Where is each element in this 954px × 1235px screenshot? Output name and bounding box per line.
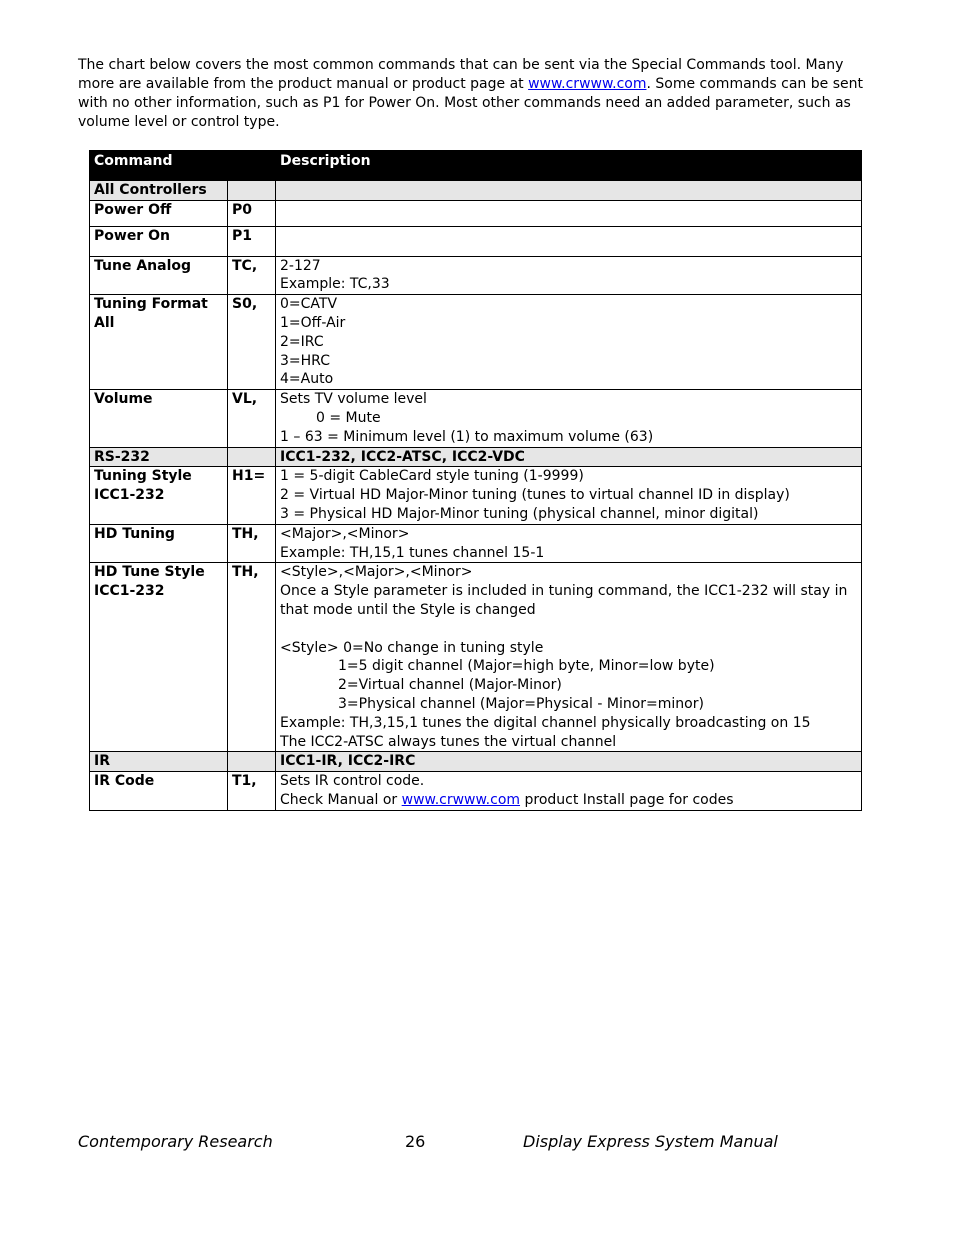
section-all-controllers — [90, 180, 862, 200]
command-code: TH, — [228, 524, 276, 563]
command-code: H1= — [228, 467, 276, 524]
command-code: T1, — [228, 772, 276, 811]
table-row — [90, 256, 862, 295]
table-row — [90, 200, 862, 226]
command-code: P1 — [228, 226, 276, 256]
command-code: TC, — [228, 256, 276, 295]
table-row — [90, 524, 862, 563]
command-description — [276, 226, 862, 256]
table-row — [90, 295, 862, 390]
table-row — [90, 563, 862, 752]
table-row — [90, 772, 862, 811]
table-row — [90, 390, 862, 447]
table-row — [90, 467, 862, 524]
commands-table — [89, 150, 862, 811]
section-label: All Controllers — [90, 180, 228, 200]
intro-text-cont: . Some commands can be sent with no other information, such as P1 for Power On. Most other commands need an added parameter, such as volume level or control type. — [78, 76, 863, 130]
crwww-link[interactable]: www.crwww.com — [401, 791, 521, 808]
crwww-link[interactable]: www.crwww.com — [528, 76, 647, 92]
command-description: <Major>,<Minor> Example: TH,15,1 tunes channel 15-1 — [276, 524, 862, 563]
command-description: Sets TV volume level 0 = Mute 1 – 63 = Minimum level (1) to maximum volume (63) — [276, 390, 862, 447]
command-description: 2-127 Example: TC,33 — [276, 256, 862, 295]
table-header-row — [90, 151, 862, 181]
command-description: 0=CATV 1=Off-Air 2=IRC 3=HRC 4=Auto — [276, 295, 862, 390]
command-code: VL, — [228, 390, 276, 447]
command-description — [276, 200, 862, 226]
intro-paragraph — [78, 56, 878, 132]
command-description: <Style>,<Major>,<Minor> Once a Style parameter is included in tuning command, the ICC1-232 will stay in that mode until the Style is changed <Style> 0=No change in tuning style 1=5 digit channel (Major=high byte, Minor=low byte) 2=Virtual channel (Major-Minor) 3=Physical channel (Major=Physical - Minor=minor) Example: TH,3,15,1 tunes the digital channel physically broadcasting on 15 The ICC2-ATSC always tunes the virtual channel — [276, 563, 862, 752]
section-description: ICC1-232, ICC2-ATSC, ICC2-VDC — [276, 447, 862, 467]
header-command: Command — [90, 151, 276, 181]
command-name: IR Code — [90, 772, 228, 811]
section-label: IR — [90, 752, 228, 772]
page-number: 26 — [405, 1132, 426, 1151]
section-description: ICC1-IR, ICC2-IRC — [276, 752, 862, 772]
command-name: Tuning Format All — [90, 295, 228, 390]
command-name: Volume — [90, 390, 228, 447]
header-description: Description — [276, 151, 862, 181]
command-code: S0, — [228, 295, 276, 390]
intro-text: The chart below covers the most common commands that can be sent via the Special Commands tool. Many more are available from the product manual or product page at — [78, 57, 844, 92]
table-row — [90, 226, 862, 256]
command-description: Sets IR control code. Check Manual or www.crwww.com product Install page for codes — [276, 772, 862, 811]
command-code: TH, — [228, 563, 276, 752]
command-description: 1 = 5-digit CableCard style tuning (1-9999) 2 = Virtual HD Major-Minor tuning (tunes to virtual channel ID in display) 3 = Physical HD Major-Minor tuning (physical channel, minor digital) — [276, 467, 862, 524]
section-ir — [90, 752, 862, 772]
command-name: Power Off — [90, 200, 228, 226]
command-code: P0 — [228, 200, 276, 226]
command-name: HD Tune Style ICC1-232 — [90, 563, 228, 752]
command-name: Power On — [90, 226, 228, 256]
footer-manual-title: Display Express System Manual — [523, 1132, 778, 1151]
command-name: Tuning Style ICC1-232 — [90, 467, 228, 524]
section-label: RS-232 — [90, 447, 228, 467]
command-name: HD Tuning — [90, 524, 228, 563]
command-name: Tune Analog — [90, 256, 228, 295]
section-rs232 — [90, 447, 862, 467]
footer-company: Contemporary Research — [78, 1132, 273, 1151]
